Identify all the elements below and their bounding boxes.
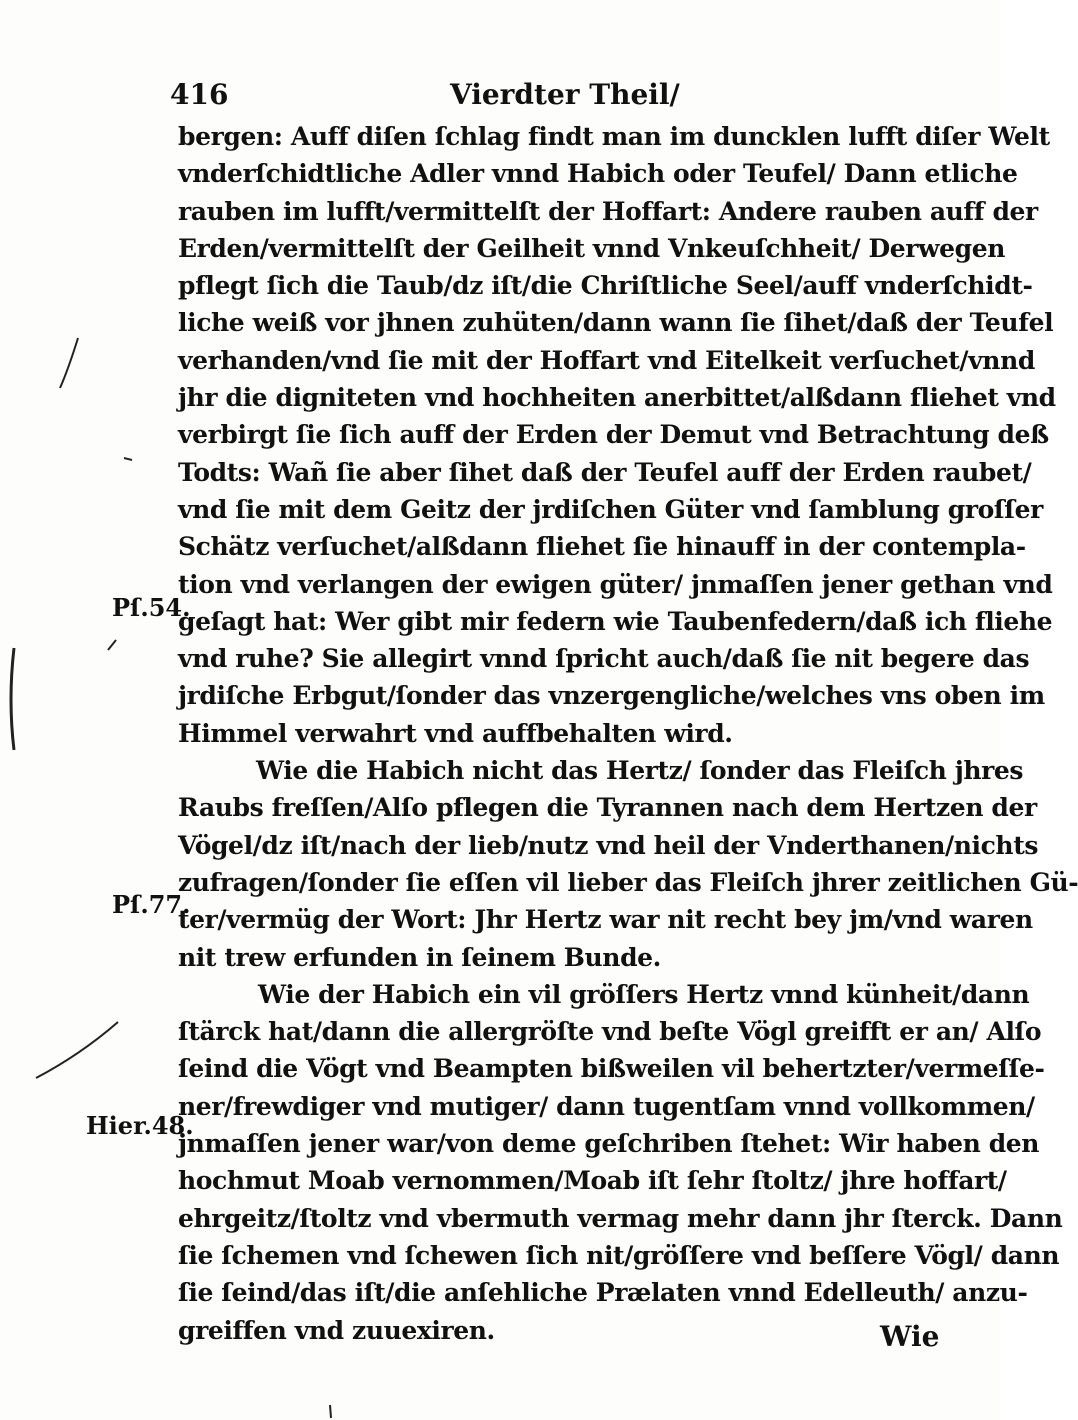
text-line: verhanden/vnd ſie mit der Hoffart vnd Eitelkeit verſuchet/vnnd [178,345,1035,375]
running-title: Vierdter Theil/ [450,78,680,111]
text-line: jhr die digniteten vnd hochheiten anerbittet/alßdann fliehet vnd [178,383,1056,413]
text-line: vnd ſie mit dem Geitz der jrdiſchen Güter vnd ſamblung groſſer [178,494,1043,524]
text-line: jrdiſche Erbgut/ſonder das vnzergengliche/welches vns oben im [178,681,1045,711]
text-line: vnd ruhe? Sie allegirt vnnd ſpricht auch/daß ſie nit begere das [178,644,1030,674]
text-line: verbirgt ſie ſich auff der Erden der Demut vnd Betrachtung deß [178,420,1049,450]
text-line: Todts: Wañ ſie aber ſihet daß der Teufel auff der Erden raubet/ [178,457,1032,487]
text-line: Himmel verwahrt vnd auffbehalten wird. [178,718,733,748]
text-line: ſtärck hat/dann die allergröſte vnd beſte Vögl greifft er an/ Alſo [178,1017,1042,1047]
text-line: pflegt ſich die Taub/dz iſt/die Chriſtliche Seel/auff vnderſchidt- [178,271,1033,301]
text-line: hochmut Moab vernommen/Moab iſt ſehr ſtoltz/ jhre hoffart/ [178,1166,1007,1196]
page-number: 416 [170,78,229,111]
text-line: Wie der Habich ein vil gröſſers Hertz vnnd künheit/dann [258,979,1030,1009]
margin-note: Pſ.77. [112,890,191,919]
text-line: ſeind die Vögt vnd Beampten bißweilen vil behertzter/vermeſſe- [178,1054,1045,1084]
text-line: jnmaſſen jener war/von deme geſchriben ſtehet: Wir haben den [178,1129,1040,1159]
pencil-mark [108,640,116,650]
text-line: greiffen vnd zuuexiren. [178,1315,495,1345]
text-line: liche weiß vor jhnen zuhüten/dann wann ſie ſihet/daß der Teufel [178,308,1054,338]
text-line: nit trew erfunden in ſeinem Bunde. [178,942,661,972]
text-line: Schätz verſuchet/alßdann fliehet ſie hinauff in der contempla- [178,532,1026,562]
text-line: ſie ſeind/das iſt/die anſehliche Prælaten vnnd Edelleuth/ anzu- [178,1278,1028,1308]
text-line: bergen: Auff diſen ſchlag findt man im duncklen lufft diſer Welt [178,122,1050,151]
text-line: geſagt hat: Wer gibt mir federn wie Taubenfedern/daß ich fliehe [178,606,1053,636]
text-line: ter/vermüg der Wort: Jhr Hertz war nit recht bey jm/vnd waren [178,905,1033,935]
text-line: zufragen/ſonder ſie eſſen vil lieber das Fleiſch jhrer zeitlichen Gü- [178,867,1078,897]
text-line: vnderſchidtliche Adler vnnd Habich oder Teufel/ Dann etliche [178,159,1018,189]
text-line: rauben im lufft/vermittelſt der Hoffart: Andere rauben auff der [178,196,1038,226]
catchword: Wie [880,1320,940,1353]
text-line: ner/frewdiger vnd mutiger/ dann tugentſam vnnd vollkommen/ [178,1091,1035,1121]
text-line: Vögel/dz iſt/nach der lieb/nutz vnd heil der Vnderthanen/nichts [178,830,1039,860]
text-line: Raubs freſſen/Alſo pflegen die Tyrannen nach dem Hertzen der [178,793,1037,823]
pencil-mark [330,1405,331,1418]
text-line: Wie die Habich nicht das Hertz/ ſonder das Fleiſch jhres [256,756,1024,786]
pencil-mark [124,458,132,460]
pencil-mark [36,1022,118,1078]
margin-note: Pſ.54. [112,593,191,622]
text-line: tion vnd verlangen der ewigen güter/ jnmaſſen jener gethan vnd [178,569,1053,599]
pencil-mark [60,338,78,388]
text-line: ehrgeitz/ſtoltz vnd vbermuth vermag mehr dann jhr ſterck. Dann [178,1203,1063,1233]
pencil-mark [11,648,14,750]
text-line: Erden/vermittelſt der Geilheit vnnd Vnkeuſchheit/ Derwegen [178,233,1006,263]
text-line: ſie ſchemen vnd ſchewen ſich nit/gröſſere vnd beſſere Vögl/ dann [178,1240,1060,1270]
margin-note: Hier.48. [86,1111,194,1140]
